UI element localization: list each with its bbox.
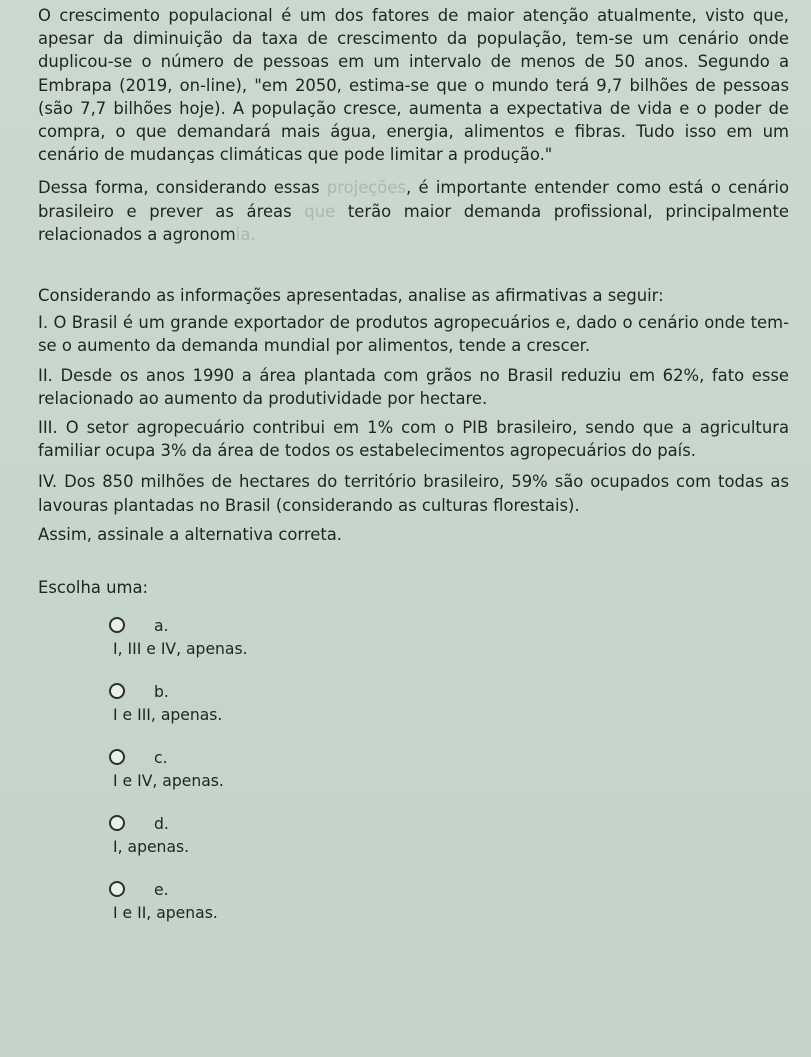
statement-ii: II. Desde os anos 1990 a área plantada com grãos no Brasil reduziu em 62%, fato esse relacionado ao aumento da produtividade por hectare. [38, 365, 789, 408]
option-a-content [113, 615, 248, 661]
radio-button-a[interactable] [109, 617, 125, 633]
statement-iii: III. O setor agropecuário contribui em 1% com o PIB brasileiro, sendo que a agricultura familiar ocupa 3% da área de todos os estabelecimentos agropecuários do país. [38, 418, 789, 461]
option-d-text: I, apenas. [113, 838, 190, 857]
option-d-content [113, 813, 190, 859]
radio-button-e[interactable] [109, 881, 125, 897]
option-c-text: I e IV, apenas. [113, 772, 224, 791]
option-b-letter: b. [154, 683, 169, 702]
option-e-letter: e. [154, 881, 169, 900]
option-c[interactable] [109, 747, 789, 793]
option-a[interactable] [109, 615, 789, 661]
question-paragraph-scenario [38, 176, 789, 246]
statement-i: I. O Brasil é um grande exportador de produtos agropecuários e, dado o cenário onde tem-se o aumento da demanda mundial por alimentos, tende a crescer. [38, 313, 789, 356]
scenario-text-1: Dessa forma, considerando essas [38, 178, 327, 198]
option-c-letter: c. [154, 749, 168, 768]
option-b[interactable] [109, 681, 789, 727]
question-instruction: Assim, assinale a alternativa correta. [38, 524, 343, 544]
scenario-faded-3: ia. [235, 224, 256, 244]
question-intro: Considerando as informações apresentadas, analise as afirmativas a seguir: [38, 286, 664, 306]
scenario-text-2: , é importante entender como está o cenário brasileiro e prever as áreas [38, 178, 789, 221]
statement-iv: IV. Dos 850 milhões de hectares do território brasileiro, 59% são ocupados com todas as lavouras plantadas no Brasil (considerando as culturas florestais). [38, 472, 789, 515]
option-d[interactable] [109, 813, 789, 859]
option-b-content [113, 681, 223, 727]
scenario-faded-1: projeções [326, 178, 406, 198]
radio-button-c[interactable] [109, 749, 125, 765]
option-a-text: I, III e IV, apenas. [113, 640, 248, 659]
scenario-text-3: terão maior demanda profissional, principalmente relacionados a agronom [38, 201, 789, 244]
option-e-text: I e II, apenas. [113, 904, 218, 923]
question-paragraph-context: O crescimento populacional é um dos fatores de maior atenção atualmente, visto que, apesar da diminuição da taxa de crescimento da população, tem-se um cenário onde duplicou-se o número de pessoas em um intervalo de menos de 50 anos. Segundo a Embrapa (2019, on-line), "em 2050, estima-se que o mundo terá 9,7 bilhões de pessoas (são 7,7 bilhões hoje). A população cresce, aumenta a expectativa de vida e o poder de compra, o que demandará mais água, energia, alimentos e fibras. Tudo isso em um cenário de mudanças climáticas que pode limitar a produção." [38, 6, 789, 165]
radio-button-d[interactable] [109, 815, 125, 831]
radio-button-b[interactable] [109, 683, 125, 699]
scenario-faded-2: que [304, 201, 336, 221]
option-b-text: I e III, apenas. [113, 706, 223, 725]
option-e-content [113, 879, 218, 925]
option-a-letter: a. [154, 617, 169, 636]
option-e[interactable] [109, 879, 789, 925]
question-text [38, 4, 789, 546]
choose-label: Escolha uma: [38, 578, 149, 598]
answer-options [109, 615, 789, 925]
option-d-letter: d. [154, 815, 169, 834]
option-c-content [113, 747, 224, 793]
